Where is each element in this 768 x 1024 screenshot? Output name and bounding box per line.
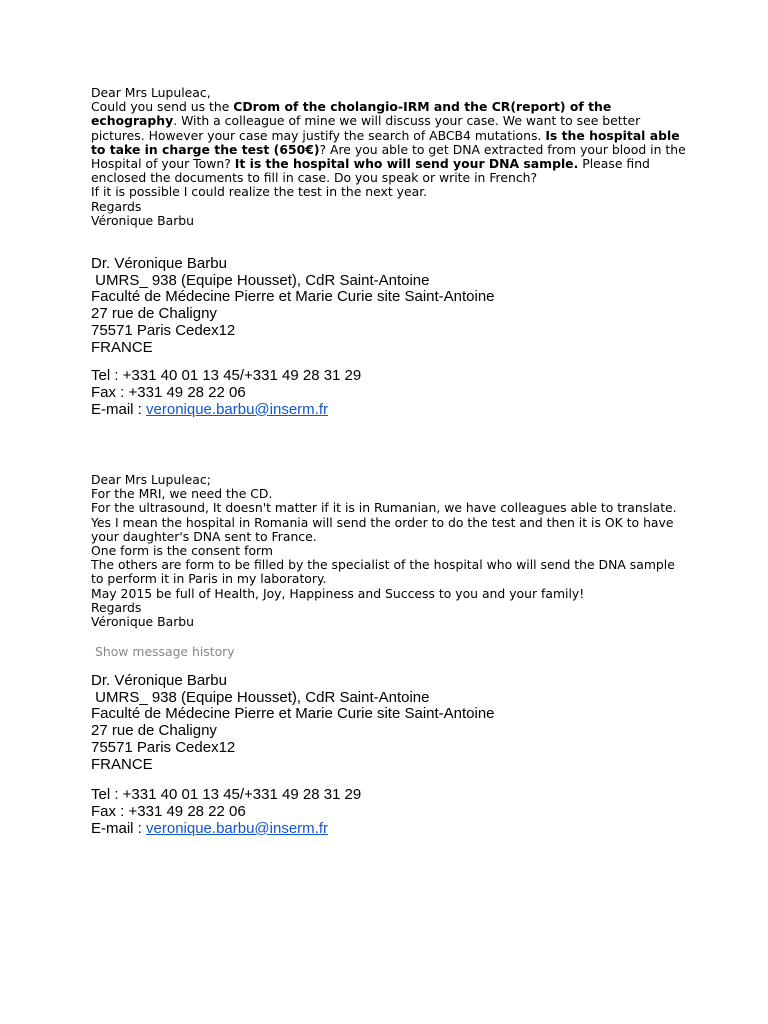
message-2-signoff: Véronique Barbu [91, 614, 195, 630]
message-1-regards: Regards [91, 198, 142, 214]
text-run: ? Are you able to get DNA extracted from your blood in the Hospital of your Town? [91, 141, 686, 172]
signature-country: FRANCE [91, 755, 153, 773]
message-2-line: For the ultrasound, It doesn't matter if it is in Rumanian, we have colleagues able to translate. [91, 500, 677, 516]
signature-tel: Tel : +331 40 01 13 45/+331 49 28 31 29 [91, 786, 362, 804]
signature-faculty: Faculté de Médecine Pierre et Marie Curie site Saint-Antoine [91, 288, 495, 306]
signature-block-1 [91, 256, 691, 418]
bold-text-run: CDrom of the cholangio-IRM and the CR(report) of the echography [91, 99, 612, 129]
message-2-line: The others are form to be filled by the specialist of the hospital who will send the DNA sample to perform it in Paris in my laboratory. [91, 557, 675, 587]
signature-tel: Tel : +331 40 01 13 45/+331 49 28 31 29 [91, 367, 362, 385]
message-2-line: One form is the consent form [91, 543, 273, 559]
message-1-signoff: Véronique Barbu [91, 212, 195, 228]
signature-name: Dr. Véronique Barbu [91, 255, 227, 272]
text-run: Please find enclosed the documents to fill in case. Do you speak or write in French? [91, 156, 650, 186]
text-run: Could you send us the [91, 99, 234, 115]
email-link[interactable]: veronique.barbu@inserm.fr [146, 400, 328, 418]
signature-email-line [91, 402, 691, 419]
text-run: . With a colleague of mine we will discuss your case. We want to see better pictures. However your case may justify the search of ABCB4 mutations. [91, 113, 641, 143]
signature-unit: UMRS_ 938 (Equipe Housset), CdR Saint-Antoine [91, 271, 430, 289]
signature-name: Dr. Véronique Barbu [91, 672, 227, 689]
signature-block-2 [91, 673, 691, 837]
message-1-body [91, 86, 691, 228]
signature-fax: Fax : +331 49 28 22 06 [91, 802, 246, 820]
message-2-greeting: Dear Mrs Lupuleac; [91, 472, 211, 487]
signature-street: 27 rue de Chaligny [91, 305, 217, 323]
show-message-history-link[interactable]: Show message history [95, 644, 235, 659]
message-1-greeting: Dear Mrs Lupuleac, [91, 85, 211, 100]
signature-city: 75571 Paris Cedex12 [91, 738, 236, 756]
message-2-regards: Regards [91, 599, 142, 615]
email-link[interactable]: veronique.barbu@inserm.fr [146, 819, 328, 837]
signature-fax: Fax : +331 49 28 22 06 [91, 383, 246, 401]
email-label: E-mail : [91, 819, 147, 837]
message-1-paragraph [91, 100, 691, 185]
message-2-line: For the MRI, we need the CD. [91, 486, 273, 502]
signature-unit: UMRS_ 938 (Equipe Housset), CdR Saint-Antoine [91, 688, 430, 706]
email-label: E-mail : [91, 400, 147, 418]
bold-text-run: It is the hospital who will send your DNA sample. [234, 156, 579, 172]
bold-text-run: Is the hospital able to take in charge the test (650€) [91, 127, 680, 157]
message-1-next-year-line: If it is possible I could realize the test in the next year. [91, 184, 428, 200]
message-2-line: Yes I mean the hospital in Romania will send the order to do the test and then it is OK to have your daughter's DNA sent to France. [91, 514, 674, 544]
signature-country: FRANCE [91, 338, 153, 356]
message-2-body [91, 473, 691, 629]
signature-email-line [91, 821, 691, 838]
signature-street: 27 rue de Chaligny [91, 722, 217, 740]
signature-city: 75571 Paris Cedex12 [91, 321, 236, 339]
signature-faculty: Faculté de Médecine Pierre et Marie Curie site Saint-Antoine [91, 705, 495, 723]
message-2-line: May 2015 be full of Health, Joy, Happiness and Success to you and your family! [91, 585, 585, 601]
